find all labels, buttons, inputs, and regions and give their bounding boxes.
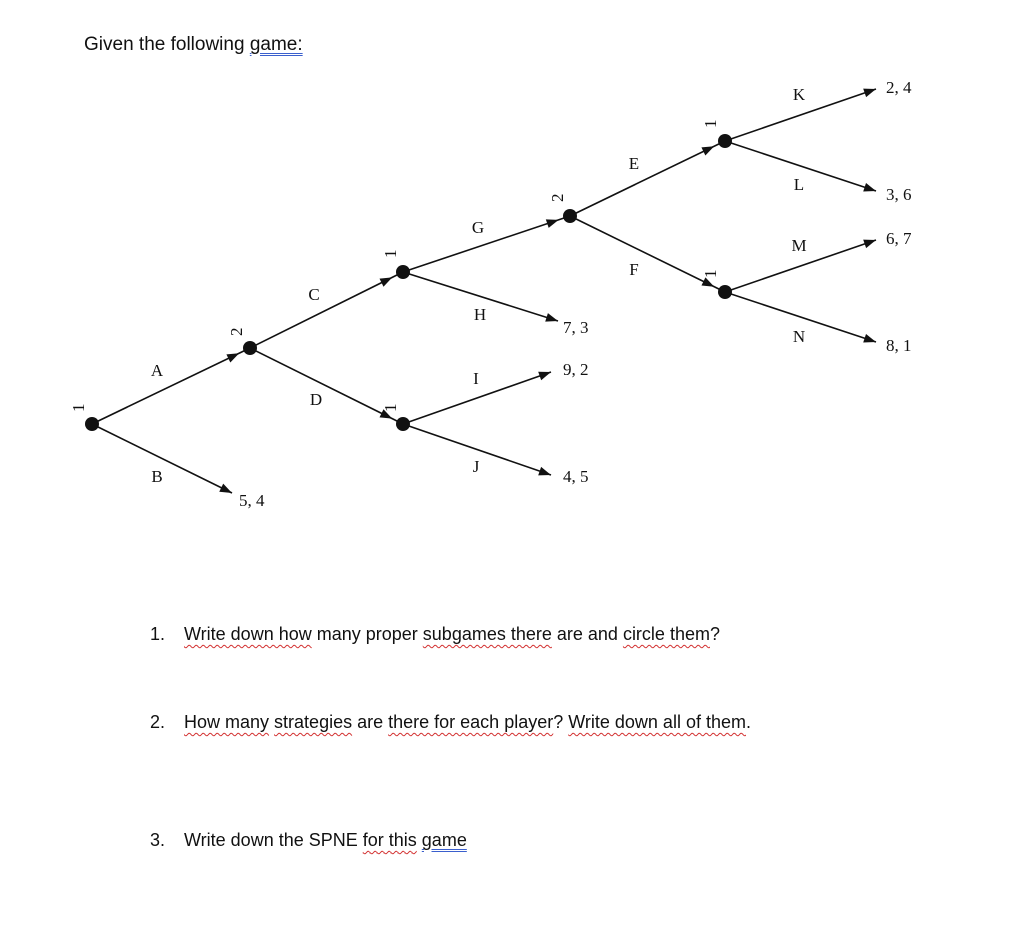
arrow-head bbox=[863, 89, 876, 98]
question-text-segment: . bbox=[745, 712, 751, 732]
action-label: L bbox=[793, 175, 805, 194]
arrow-head bbox=[546, 219, 559, 228]
payoff-label: 7, 3 bbox=[563, 318, 589, 337]
question-text bbox=[184, 712, 751, 732]
question-number: 1. bbox=[150, 624, 166, 644]
question-text-segment: ? bbox=[553, 712, 569, 732]
question-text-segment: there for each player bbox=[388, 712, 554, 732]
arrow-head bbox=[226, 353, 239, 362]
action-label: A bbox=[150, 361, 164, 380]
tree-nodes bbox=[85, 134, 732, 431]
payoff-label: 9, 2 bbox=[563, 360, 589, 379]
question-text-segment: are bbox=[352, 712, 389, 732]
edge-A bbox=[92, 348, 250, 424]
arrow-head bbox=[863, 334, 876, 343]
action-label: N bbox=[792, 327, 806, 346]
decision-node bbox=[718, 285, 732, 299]
decision-node bbox=[396, 265, 410, 279]
payoff-label: 4, 5 bbox=[563, 467, 589, 486]
question-text bbox=[184, 830, 467, 850]
arrow-head bbox=[380, 277, 393, 286]
decision-node bbox=[85, 417, 99, 431]
question-text-segment: ? bbox=[709, 624, 720, 644]
action-label: H bbox=[473, 305, 487, 324]
question-text-segment: circle them bbox=[622, 624, 710, 644]
edge-C bbox=[250, 272, 403, 348]
question-text-segment: subgames there bbox=[422, 624, 552, 644]
decision-node bbox=[718, 134, 732, 148]
player-label: 1 bbox=[701, 119, 720, 128]
question-number: 3. bbox=[150, 830, 166, 850]
player-label: 1 bbox=[69, 403, 88, 412]
player-label: 1 bbox=[381, 249, 400, 258]
player-label: 1 bbox=[701, 269, 720, 278]
decision-node bbox=[563, 209, 577, 223]
decision-node bbox=[243, 341, 257, 355]
action-label: C bbox=[308, 285, 320, 304]
payoff-label: 2, 4 bbox=[886, 78, 912, 97]
action-label: K bbox=[792, 85, 806, 104]
question-text-segment: How many bbox=[184, 712, 270, 732]
arrow-head bbox=[863, 240, 876, 249]
action-label: F bbox=[629, 260, 639, 279]
action-label: I bbox=[473, 369, 479, 388]
intro-lead: Given the following bbox=[84, 34, 250, 55]
arrow-head bbox=[219, 484, 232, 493]
tree-labels bbox=[69, 78, 912, 510]
question-text-segment: many proper bbox=[311, 624, 423, 644]
question-text-segment: are and bbox=[551, 624, 623, 644]
question-text-segment: Write down all of them bbox=[568, 712, 746, 732]
action-label: E bbox=[628, 154, 640, 173]
payoff-label: 5, 4 bbox=[239, 491, 265, 510]
edge-E bbox=[570, 141, 725, 216]
question-text-segment: game bbox=[421, 830, 467, 850]
question-1 bbox=[150, 622, 720, 646]
player-label: 2 bbox=[227, 327, 246, 336]
tree-edges bbox=[92, 89, 876, 493]
action-label: D bbox=[309, 390, 323, 409]
decision-node bbox=[396, 417, 410, 431]
arrow-head bbox=[538, 372, 551, 380]
arrow-head bbox=[545, 313, 558, 322]
player-label: 1 bbox=[381, 403, 400, 412]
edge-G bbox=[403, 216, 570, 272]
arrow-head bbox=[538, 467, 551, 476]
action-label: M bbox=[791, 236, 807, 255]
edge-F bbox=[570, 216, 725, 292]
question-text-segment: Write down the SPNE bbox=[184, 830, 363, 850]
question-text-segment: for this bbox=[362, 830, 417, 850]
intro-underlined-word: game: bbox=[249, 34, 303, 55]
arrow-head bbox=[863, 183, 876, 192]
payoff-label: 6, 7 bbox=[886, 229, 912, 248]
question-text-segment: Write down how bbox=[184, 624, 312, 644]
action-label: G bbox=[471, 218, 485, 237]
action-label: J bbox=[472, 457, 480, 476]
arrow-head bbox=[701, 146, 714, 155]
question-2 bbox=[150, 710, 751, 734]
question-text-segment: strategies bbox=[274, 712, 353, 732]
action-label: B bbox=[151, 467, 163, 486]
payoff-label: 8, 1 bbox=[886, 336, 912, 355]
player-label: 2 bbox=[548, 193, 567, 202]
question-number: 2. bbox=[150, 712, 166, 732]
payoff-label: 3, 6 bbox=[886, 185, 912, 204]
question-text bbox=[184, 624, 720, 644]
question-3 bbox=[150, 828, 467, 852]
